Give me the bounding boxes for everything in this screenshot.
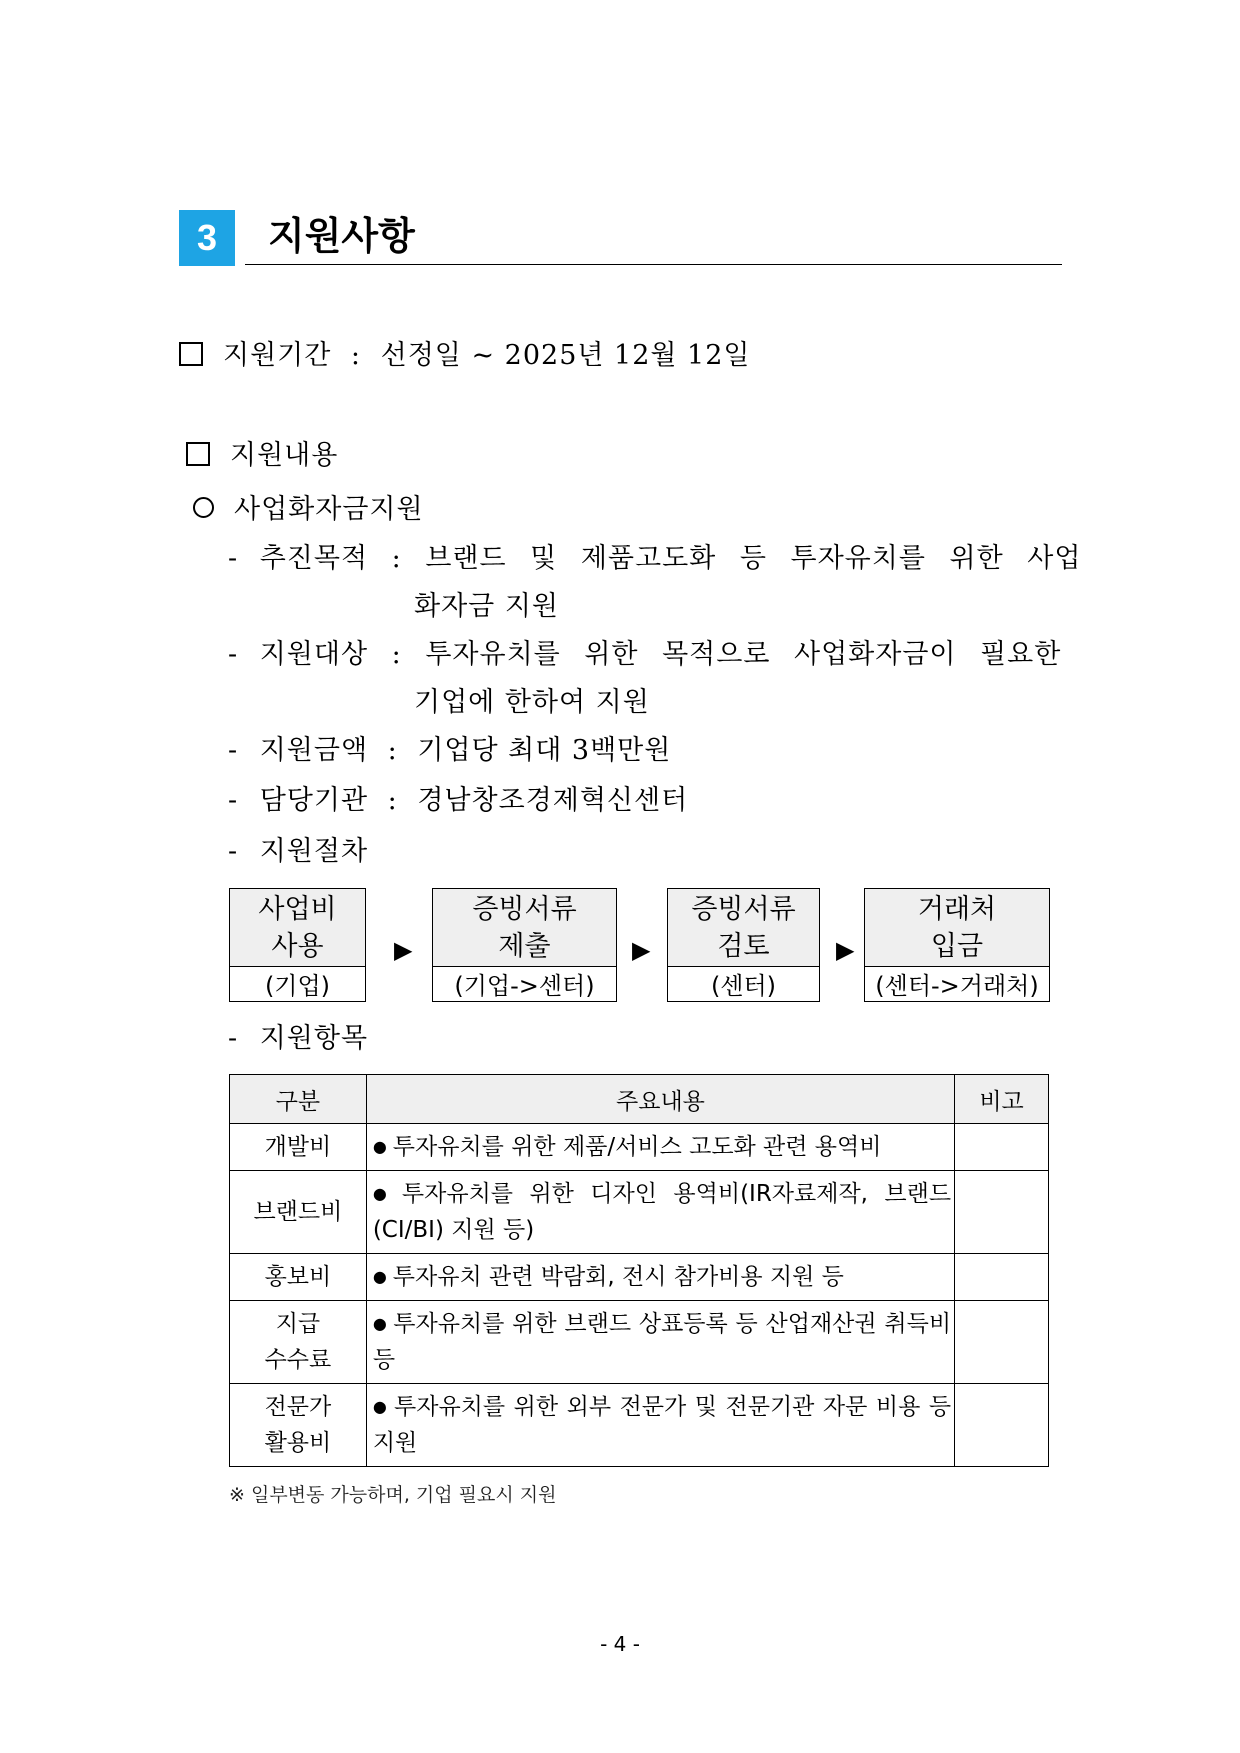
table-row: [230, 1254, 1049, 1301]
flow-step-title-line2: 제출: [498, 930, 551, 962]
item-separator: :: [391, 543, 402, 574]
table-cell-description: [366, 1384, 954, 1467]
item-separator: :: [387, 785, 398, 816]
table-row: [230, 1384, 1049, 1467]
flow-step-title-line1: 증빙서류: [472, 893, 577, 925]
table-cell-category: [230, 1384, 367, 1467]
checkbox-square-icon: [186, 442, 210, 466]
table-header: 비고: [955, 1075, 1049, 1124]
bullet-icon: ●: [372, 1267, 387, 1286]
content-heading-line: [186, 438, 338, 474]
table-cell-category: [230, 1254, 367, 1301]
flow-step-actor: (센터->거래처): [875, 972, 1039, 1000]
table-cell-note: [955, 1171, 1049, 1254]
flow-step-3: [667, 888, 820, 1002]
item-agency: [228, 783, 688, 819]
table-row: [230, 1124, 1049, 1171]
description-text: 투자유치를 위한 제품/서비스 고도화 관련 용역비: [392, 1134, 882, 1160]
period-value: 선정일 ~ 2025년 12월 12일: [380, 340, 751, 371]
item-procedure: [228, 834, 368, 870]
section-underline: [245, 264, 1062, 265]
item-amount: [228, 733, 671, 769]
flow-step-title: [865, 889, 1049, 967]
table-row: [230, 1171, 1049, 1254]
item-label: 지원금액: [259, 735, 369, 766]
flow-step-2: [432, 888, 617, 1002]
table-cell-category: [230, 1124, 367, 1171]
category-line2: 수수료: [264, 1347, 332, 1373]
support-items-table: [229, 1074, 1049, 1467]
hollow-circle-icon: [193, 497, 214, 518]
table-cell-description: [366, 1124, 954, 1171]
dash-marker: -: [228, 836, 239, 867]
table-cell-description: [366, 1171, 954, 1254]
description-text: 투자유치 관련 박람회, 전시 참가비용 지원 등: [392, 1264, 844, 1290]
item-label: 지원절차: [259, 836, 369, 867]
item-target: [228, 637, 1062, 673]
table-header: 구분: [230, 1075, 367, 1124]
table-cell-description: [366, 1301, 954, 1384]
flow-step-title: [230, 889, 365, 967]
sub-heading-line: [193, 492, 424, 528]
table-cell-note: [955, 1384, 1049, 1467]
item-text: 브랜드 및 제품고도화 등 투자유치를 위한 사업: [425, 543, 1082, 574]
table-cell-category: [230, 1301, 367, 1384]
flow-arrow-icon: ▶: [394, 936, 413, 964]
flow-step-1: [229, 888, 366, 1002]
flow-step-title-line2: 검토: [717, 930, 770, 962]
item-text: 기업당 최대 3백만원: [417, 735, 672, 766]
table-cell-description: [366, 1254, 954, 1301]
item-label: 추진목적: [259, 543, 369, 574]
flow-step-title: [668, 889, 819, 967]
dash-marker: -: [228, 639, 239, 670]
description-text: 투자유치를 위한 외부 전문가 및 전문기관 자문 비용 등 지원: [372, 1394, 952, 1456]
table-cell-note: [955, 1301, 1049, 1384]
item-purpose-continued: 화자금 지원: [414, 591, 559, 622]
dash-marker: -: [228, 1023, 239, 1054]
table-header-row: [230, 1075, 1049, 1124]
category-line2: 활용비: [264, 1430, 332, 1456]
flow-step-actor: (기업->센터): [454, 972, 595, 1000]
description-text: 투자유치를 위한 디자인 용역비(IR자료제작, 브랜드(CI/BI) 지원 등): [372, 1181, 952, 1243]
dash-marker: -: [228, 735, 239, 766]
flow-step-title-line2: 사용: [271, 930, 324, 962]
period-separator: :: [350, 340, 362, 371]
flow-step-actor: (기업): [264, 972, 331, 1000]
dash-marker: -: [228, 785, 239, 816]
bullet-icon: ●: [372, 1184, 396, 1203]
section-number-badge: 3: [179, 210, 235, 266]
item-purpose: [228, 541, 1082, 577]
flow-step-actor: (센터): [710, 972, 777, 1000]
sub-heading: 사업화자금지원: [234, 494, 424, 525]
bullet-icon: ●: [372, 1314, 388, 1333]
flow-arrow-icon: ▶: [632, 936, 651, 964]
content-heading: 지원내용: [230, 440, 339, 471]
category-line1: 개발비: [264, 1134, 332, 1160]
flow-step-4: [864, 888, 1050, 1002]
item-separator: :: [391, 639, 402, 670]
item-text: 경남창조경제혁신센터: [417, 785, 689, 816]
period-label: 지원기간: [223, 340, 332, 371]
period-line: [179, 338, 751, 374]
category-line1: 전문가: [264, 1394, 332, 1420]
item-label: 담당기관: [259, 785, 369, 816]
flow-step-title-line1: 사업비: [258, 893, 337, 925]
checkbox-square-icon: [179, 342, 203, 366]
item-separator: :: [387, 735, 398, 766]
flow-step-title-line2: 입금: [930, 930, 984, 962]
support-items-line: [228, 1021, 368, 1057]
footnote: ※ 일부변동 가능하며, 기업 필요시 지원: [229, 1484, 557, 1506]
item-label: 지원대상: [259, 639, 369, 670]
table-cell-note: [955, 1254, 1049, 1301]
flow-step-title-line1: 거래처: [917, 893, 997, 925]
flow-step-title: [433, 889, 616, 967]
category-line1: 홍보비: [264, 1264, 332, 1290]
category-line1: 지급: [275, 1311, 321, 1337]
section-title: 지원사항: [268, 214, 415, 258]
bullet-icon: ●: [372, 1397, 389, 1416]
dash-marker: -: [228, 543, 239, 574]
item-text: 투자유치를 위한 목적으로 사업화자금이 필요한: [425, 639, 1062, 670]
item-target-continued: 기업에 한하여 지원: [414, 687, 650, 718]
page-number: - 4 -: [600, 1632, 640, 1656]
table-cell-category: [230, 1171, 367, 1254]
bullet-icon: ●: [372, 1137, 387, 1156]
description-text: 투자유치를 위한 브랜드 상표등록 등 산업재산권 취득비 등: [372, 1311, 952, 1373]
support-items-label: 지원항목: [259, 1023, 369, 1054]
flow-step-title-line1: 증빙서류: [691, 893, 796, 925]
table-cell-note: [955, 1124, 1049, 1171]
table-row: [230, 1301, 1049, 1384]
table-header: 주요내용: [366, 1075, 954, 1124]
flow-arrow-icon: ▶: [836, 936, 855, 964]
category-line1: 브랜드비: [253, 1199, 343, 1225]
